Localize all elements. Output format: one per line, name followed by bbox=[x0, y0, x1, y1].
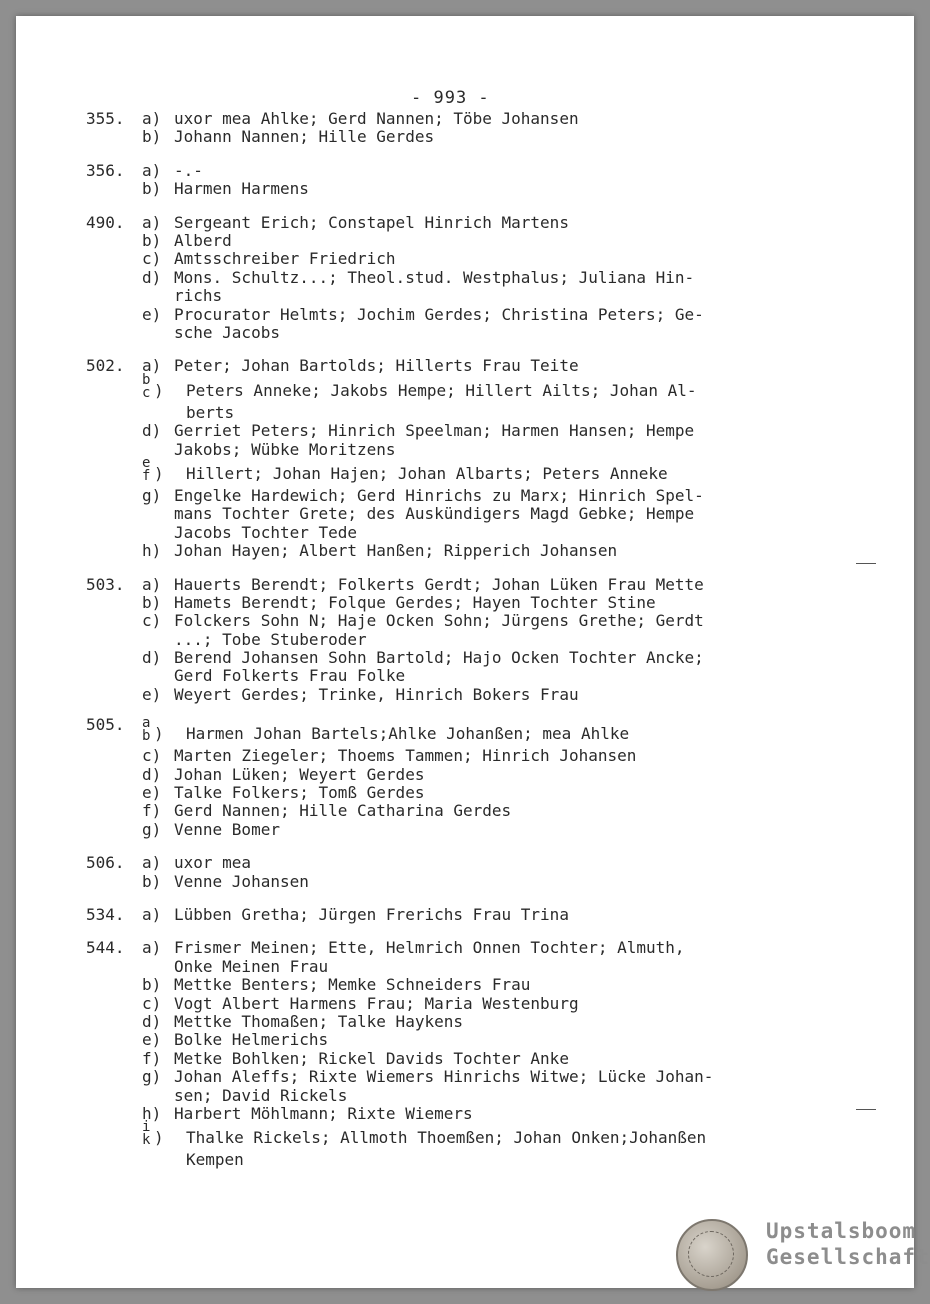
item-text: Gerd Nannen; Hille Catharina Gerdes bbox=[174, 801, 512, 821]
item-letter: b) bbox=[142, 592, 162, 612]
item-letter: d) bbox=[142, 764, 162, 784]
item-text: Marten Ziegeler; Thoems Tammen; Hinrich Johansen bbox=[174, 746, 637, 766]
item-text: Bolke Helmerichs bbox=[174, 1030, 329, 1050]
register-entry bbox=[86, 939, 846, 1169]
brace-paren: ) bbox=[154, 1128, 164, 1148]
publisher-name bbox=[766, 1218, 930, 1270]
entry-item bbox=[86, 1119, 846, 1151]
item-letter: c) bbox=[142, 993, 162, 1013]
item-letter: g) bbox=[142, 819, 162, 839]
entry-item bbox=[86, 1031, 846, 1049]
entry-item bbox=[86, 686, 846, 704]
entry-item bbox=[86, 594, 846, 612]
item-text: Peter; Johan Bartolds; Hillerts Frau Teite bbox=[174, 356, 579, 376]
item-letter: h) bbox=[142, 541, 162, 561]
entry-number: 544. bbox=[86, 938, 125, 958]
item-text-continued: Onke Meinen Frau bbox=[174, 956, 329, 976]
entry-number: 534. bbox=[86, 905, 125, 925]
register-entry bbox=[86, 715, 846, 839]
entry-item bbox=[86, 649, 846, 667]
item-letter: d) bbox=[142, 267, 162, 287]
entry-item bbox=[86, 821, 846, 839]
item-text: uxor mea bbox=[174, 853, 252, 873]
item-text: Johan Hayen; Albert Hanßen; Ripperich Johansen bbox=[174, 541, 618, 561]
item-text: Hauerts Berendt; Folkerts Gerdt; Johan Lüken Frau Mette bbox=[174, 574, 704, 594]
publisher-name-line1: Upstalsboom bbox=[766, 1219, 917, 1243]
item-letter: c) bbox=[142, 611, 162, 631]
entry-item bbox=[86, 1068, 846, 1086]
entry-item bbox=[86, 802, 846, 820]
item-letter: b) bbox=[142, 975, 162, 995]
item-text: Alberd bbox=[174, 230, 232, 250]
item-text-continued: Kempen bbox=[186, 1150, 244, 1170]
entry-item bbox=[86, 1013, 846, 1031]
entry-item bbox=[86, 454, 846, 487]
entry-item bbox=[86, 162, 846, 180]
item-letter: c) bbox=[142, 746, 162, 766]
entry-item bbox=[86, 269, 846, 287]
entry-item bbox=[86, 576, 846, 594]
brace-paren: ) bbox=[154, 463, 164, 483]
margin-mark bbox=[856, 563, 876, 564]
item-letter: b) bbox=[142, 127, 162, 147]
register-entry bbox=[86, 214, 846, 343]
entry-number: 355. bbox=[86, 109, 125, 128]
item-letter: h) bbox=[142, 1103, 162, 1123]
item-text: Talke Folkers; Tomß Gerdes bbox=[174, 783, 425, 803]
entry-item bbox=[86, 747, 846, 765]
item-text: Harmen Harmens bbox=[174, 179, 309, 199]
item-text: Venne Johansen bbox=[174, 871, 309, 891]
register-entry bbox=[86, 906, 846, 924]
item-letter: a) bbox=[142, 212, 162, 232]
item-text: Johan Lüken; Weyert Gerdes bbox=[174, 764, 425, 784]
item-text: Folckers Sohn N; Haje Ocken Sohn; Jürgens Grethe; Gerdt bbox=[174, 611, 704, 631]
entry-item bbox=[86, 1050, 846, 1068]
item-letter: k bbox=[142, 1132, 151, 1149]
item-text-continued: sche Jacobs bbox=[174, 322, 280, 342]
page-number: - 993 - bbox=[411, 88, 490, 108]
entry-item bbox=[86, 854, 846, 872]
entry-item bbox=[86, 1105, 846, 1123]
item-text-continued: mans Tochter Grete; des Auskündigers Magd Gebke; Hempe bbox=[174, 504, 695, 524]
item-text: Johan Aleffs; Rixte Wiemers Hinrichs Witwe; Lücke Johan- bbox=[174, 1067, 714, 1087]
item-letter: b bbox=[142, 728, 151, 745]
item-text: Lübben Gretha; Jürgen Frerichs Frau Trina bbox=[174, 905, 569, 925]
entry-item bbox=[86, 128, 846, 146]
item-text: Metke Bohlken; Rickel Davids Tochter Anke bbox=[174, 1048, 569, 1068]
item-letter: d) bbox=[142, 421, 162, 441]
item-text: Amtsschreiber Friedrich bbox=[174, 249, 396, 269]
entry-item bbox=[86, 766, 846, 784]
item-letter: e) bbox=[142, 304, 162, 324]
item-letter: i bbox=[142, 1119, 151, 1136]
item-letter: f) bbox=[142, 1048, 162, 1068]
entry-item bbox=[86, 371, 846, 404]
item-text: Mons. Schultz...; Theol.stud. Westphalus; Juliana Hin- bbox=[174, 267, 695, 287]
item-letter: a) bbox=[142, 905, 162, 925]
item-text: Frismer Meinen; Ette, Helmrich Onnen Tochter; Almuth, bbox=[174, 938, 685, 958]
item-text: Venne Bomer bbox=[174, 819, 280, 839]
entry-item bbox=[86, 110, 846, 128]
entry-item bbox=[86, 995, 846, 1013]
item-text-continued: sen; David Rickels bbox=[174, 1085, 348, 1105]
item-text: Sergeant Erich; Constapel Hinrich Martens bbox=[174, 212, 569, 232]
entry-number: 506. bbox=[86, 853, 125, 873]
entry-item bbox=[86, 180, 846, 198]
item-letter: a) bbox=[142, 160, 162, 180]
item-text: uxor mea Ahlke; Gerd Nannen; Töbe Johansen bbox=[174, 109, 579, 128]
entry-item bbox=[86, 214, 846, 232]
seal-icon bbox=[676, 1219, 748, 1291]
item-letter: b) bbox=[142, 179, 162, 199]
entry-item bbox=[86, 784, 846, 802]
entry-item bbox=[86, 232, 846, 250]
entry-item bbox=[86, 873, 846, 891]
item-letter: e) bbox=[142, 783, 162, 803]
entry-item bbox=[86, 422, 846, 440]
item-text: Harbert Möhlmann; Rixte Wiemers bbox=[174, 1103, 473, 1123]
item-letter: e) bbox=[142, 684, 162, 704]
item-letter: e) bbox=[142, 1030, 162, 1050]
item-text: Johann Nannen; Hille Gerdes bbox=[174, 127, 435, 147]
item-letter: c bbox=[142, 384, 151, 401]
item-text: Peters Anneke; Jakobs Hempe; Hillert Ailts; Johan Al- bbox=[186, 380, 697, 400]
item-letter: f) bbox=[142, 801, 162, 821]
item-letter: a) bbox=[142, 109, 162, 128]
item-text-continued: Jakobs; Wübke Moritzens bbox=[174, 439, 396, 459]
entry-item bbox=[86, 542, 846, 560]
item-text: Gerriet Peters; Hinrich Speelman; Harmen Hansen; Hempe bbox=[174, 421, 695, 441]
register-entry bbox=[86, 854, 846, 891]
item-letter: a) bbox=[142, 356, 162, 376]
item-text: Mettke Benters; Memke Schneiders Frau bbox=[174, 975, 531, 995]
entry-item bbox=[86, 715, 846, 747]
item-letter: a) bbox=[142, 853, 162, 873]
entry-number: 490. bbox=[86, 212, 125, 232]
item-text: Thalke Rickels; Allmoth Thoemßen; Johan Onken;Johanßen bbox=[186, 1128, 707, 1148]
brace-paren: ) bbox=[154, 724, 164, 744]
item-text: Weyert Gerdes; Trinke, Hinrich Bokers Frau bbox=[174, 684, 579, 704]
register-entry bbox=[86, 162, 846, 199]
entry-number: 356. bbox=[86, 160, 125, 180]
entry-item bbox=[86, 612, 846, 630]
entry-item bbox=[86, 906, 846, 924]
entry-item bbox=[86, 357, 846, 375]
item-text-continued: Gerd Folkerts Frau Folke bbox=[174, 666, 406, 686]
item-letter: b) bbox=[142, 230, 162, 250]
item-text-continued: ...; Tobe Stuberoder bbox=[174, 629, 367, 649]
item-text: Engelke Hardewich; Gerd Hinrichs zu Marx; Hinrich Spel- bbox=[174, 485, 704, 505]
item-letter: d) bbox=[142, 648, 162, 668]
publisher-logo bbox=[676, 1216, 930, 1291]
item-letter: d) bbox=[142, 1011, 162, 1031]
entry-item bbox=[86, 487, 846, 505]
item-letter: g) bbox=[142, 485, 162, 505]
entry-number: 505. bbox=[86, 715, 125, 735]
document-page bbox=[16, 16, 930, 1288]
entry-item bbox=[86, 939, 846, 957]
item-letter: e bbox=[142, 454, 151, 471]
item-text: Hillert; Johan Hajen; Johan Albarts; Peters Anneke bbox=[186, 463, 668, 483]
item-text: -.- bbox=[174, 160, 203, 180]
item-text: Vogt Albert Harmens Frau; Maria Westenburg bbox=[174, 993, 579, 1013]
item-text: Hamets Berendt; Folque Gerdes; Hayen Tochter Stine bbox=[174, 592, 656, 612]
margin-mark bbox=[856, 1109, 876, 1110]
item-text-continued: berts bbox=[186, 402, 235, 422]
entry-number: 503. bbox=[86, 574, 125, 594]
item-text: Procurator Helmts; Jochim Gerdes; Christina Peters; Ge- bbox=[174, 304, 704, 324]
item-text: Harmen Johan Bartels;Ahlke Johanßen; mea Ahlke bbox=[186, 724, 630, 744]
entry-list bbox=[86, 110, 846, 1185]
brace-paren: ) bbox=[154, 380, 164, 400]
item-letter: a bbox=[142, 715, 151, 732]
item-letter: c) bbox=[142, 249, 162, 269]
item-letter: a) bbox=[142, 574, 162, 594]
register-entry bbox=[86, 576, 846, 705]
item-text: Berend Johansen Sohn Bartold; Hajo Ocken Tochter Ancke; bbox=[174, 648, 704, 668]
item-letter: a) bbox=[142, 938, 162, 958]
publisher-name-line2: Gesellschaft bbox=[766, 1245, 930, 1269]
register-entry bbox=[86, 110, 846, 147]
entry-item bbox=[86, 306, 846, 324]
item-letter: b bbox=[142, 371, 151, 388]
entry-item bbox=[86, 250, 846, 268]
entry-item bbox=[86, 976, 846, 994]
register-entry bbox=[86, 357, 846, 560]
item-letter: b) bbox=[142, 871, 162, 891]
item-text: Mettke Thomaßen; Talke Haykens bbox=[174, 1011, 463, 1031]
item-letter: g) bbox=[142, 1067, 162, 1087]
item-letter: f bbox=[142, 467, 151, 484]
item-text-continued: richs bbox=[174, 286, 223, 306]
item-text-continued: Jacobs Tochter Tede bbox=[174, 522, 358, 542]
entry-number: 502. bbox=[86, 356, 125, 376]
